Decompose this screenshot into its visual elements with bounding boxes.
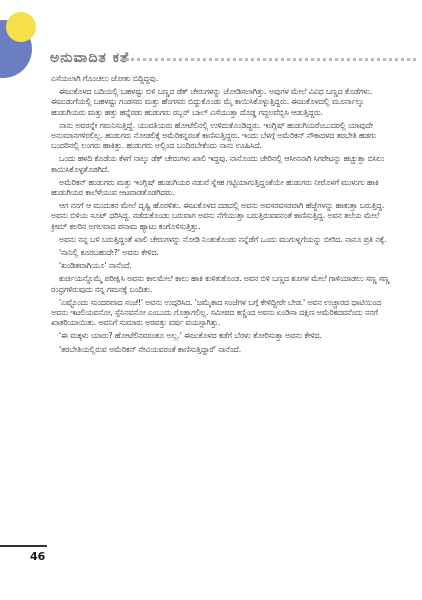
- paragraph: ಕುರ್ಚಿಯನ್ನೊಮ್ಮೆ ಪರೀಕ್ಷಿಸಿ ಅವನು ಕಾಲಮೇಲೆ ಕಾಲು ಹಾಕಿ ಕುಳಿತುಕೊಂಡ. ಅವನ ಬಿಳಿ ಬಣ್ಣದ ಶೂಗಳ ಮೇಲೆ ಗಾಳಿಯಾಡಲು ಸಣ್ಣ ಸಣ್ಣ ರಂಧ್ರಗಳಿರುವುದು ನನ್ನ ಗಮನಕ್ಕೆ ಬಂದಿತು.: [51, 274, 390, 294]
- paragraph: ಒಂದು ಹಳದಿ ಕೊಡೆಯ ಕೆಳಗೆ ನಾಲ್ಕು ಡೆಕ್ ಚೇರುಗಳು ಖಾಲಿ ಇದ್ದವು. ನಾನೊಂದು ಚೇರಿನಲ್ಲಿ ಆಸೀನನಾಗಿ ಸಿಗರೇಟನ್ನು ಹಚ್ಚುತ್ತಾ ಬಿಸಿಲು ಕಾಯಿಸಿಕೊಳ್ಳತೊಡಗಿದೆ.: [51, 154, 385, 174]
- decorative-yellow-circle: [6, 12, 36, 42]
- dialogue-line: 'ತರಬೇತಿಯಲ್ಲಿರುವ ಅಮೆರಿಕನ್ ನೇವಿಯವರಂತೆ ಕಾಣಿಸುತ್ತಿದ್ದಾರೆ' ನಾನೆಂದೆ.: [59, 344, 241, 354]
- paragraph: 'ಎಷ್ಟೊಂದು ಸುಂದರವಾದ ಸಂಜೆ!' ಅವನು ಉದ್ಗರಿಸಿದ. 'ಜಮೈಕಾದ ಸಂಜೆಗಳ ಬಗ್ಗೆ ಕೇಳಿದ್ದೀರೇ ಬೇಡ.' ಅವನ ಉಚ್ಚಾರದ ಧಾಟಿಯಿಂದ ಅವನು ಇಟಲಿಯವನೋ, ಸ್ಪೆನಿನವನೋ ಎಂಬುದು ಗೊತ್ತಾಗಲಿಲ್ಲ. ಸಮೀಪದ ಕಣ್ಣಿಂದ ಅವನು ಏಂಡಿಸಾ ದಕ್ಷಿಣ ಅಮೆರಿಕದವನೆಂದು ನನಗೆ ಖಾತರಿಯಾಯಿತು. ಅವನಿಗೆ ಸುಮಾರು ಅರವತ್ತು ವರ್ಷ ವಯಸ್ಸಾಗಿತ್ತು.: [51, 297, 382, 328]
- page-number-bar: [0, 545, 47, 547]
- paragraph: ಆಗ ನನಗೆ ಆ ಮುದುಕನ ಮೇಲೆ ದೃಷ್ಟಿ ಹೊರಳಿತು. ಈಜುಕೊಳದ ದಡದಲ್ಲಿ ಅವನು ಅವಸರವಸರವಾಗಿ ಹೆಜ್ಜೆಗಳನ್ನು ಹಾಕುತ್ತಾ ಬರುತ್ತಿದ್ದ. ಅವನು ಬಿಳಿಯ ಸೂಟ್ ಧರಿಸಿದ್ದ. ನಡೆದುಕೊಂಡು ಬರುವಾಗ ಅವನು ನೆಗೆಯುತ್ತಾ ಬರುತ್ತಿರುವವನಂತೆ ಕಾಣಿಸುತ್ತಿದ್ದ. ಅವನ ತಲೆಯ ಮೇಲೆ ಕ್ರೀಮ್ ಕಲರಿನ ಅಗಲವಾದ ಪನಾಮ ಹ್ಯಾಟು ಕಂಗೊಳಿಸುತ್ತಿತ್ತು.: [51, 201, 385, 231]
- paragraph: ಎಸೆಯಲಾಗಿ ಗೊಂಚಲು ಜೋತು ಬಿದ್ದಿದ್ದವು.: [51, 74, 159, 83]
- story-body: [51, 74, 391, 358]
- header-dotted-rule: [126, 58, 416, 61]
- paragraph: ನಾನು ಅವರನ್ನೇ ಗಮನಿಸುತ್ತಿದ್ದೆ. ಯುವತಿಯರು ಹೋಟೆಲಿನಲ್ಲಿ ಉಳಿದುಕೊಂಡಿದ್ದರು. ಇಂಗ್ಲಿಷ್ ಹುಡುಗಿಯರೆಂಬುದರಲ್ಲಿ ಯಾವುದೇ ಅನುಮಾನಗಳಿರಲಿಲ್ಲ. ಹುಡುಗರು ನೋಡಲಿಕ್ಕೆ ಅಮೆರಿಕನ್ನರಂತೆ ಕಾಣಿಸುತ್ತಿದ್ದರು. ಇಂದು ಬೆಳಗ್ಗೆ ಅಮೆರಿಕನ್ ನೌಕಾದಳದ ತರಬೇತಿ ಹಡಗು ಬಂದರಿನಲ್ಲಿ ಲಂಗರು ಹಾಕಿತ್ತು. ಹುಡುಗರು ಅಲ್ಲಿಂದ ಬಂದಿರಬೇಕೆಂದು ನಾನು ಊಹಿಸಿದೆ.: [51, 120, 376, 151]
- paragraph: ಅಮೆರಿಕನ್ ಹುಡುಗರು ಮತ್ತು ಇಂಗ್ಲಿಷ್ ಹುಡುಗಿಯರ ನಡುವೆ ಸ್ನೇಹ ಗಟ್ಟಿಯಾಗುತ್ತಿದ್ದಂತೆಯೇ ಹುಡುಗರು ನೀರೊಳಗೆ ಮುಳುಗು ಹಾಕಿ ಹುಡುಗಿಯರ ಕಾಲೆಳೆಯುವ ಆಟವಾಡತೊಡಗಿದರು.: [51, 177, 379, 198]
- section-title: ಅನುವಾದಿತ ಕತೆ: [50, 50, 130, 66]
- dialogue-line: 'ಖಂಡಿತವಾಗಿಯೂ' ನಾನೆಂದೆ.: [59, 261, 132, 271]
- page-number: 46: [30, 550, 46, 563]
- dialogue-line: 'ನಾನಿಲ್ಲಿ ಕೂರಬಹುದೇ?' ಅವನು ಕೇಳಿದ.: [59, 248, 159, 258]
- paragraph: ಅವನು ನನ್ನ ಬಳಿ ಬರುತ್ತಿದ್ದಂತೆ ಖಾಲಿ ಚೇರುಗಳನ್ನು ನೋಡಿ ನಿಂತುಕೊಂಡು ನನ್ನೆಡೆಗೆ ಒಂದು ಮುಗುಳ್ನಗೆಯನ್ನು ಬೀರಿದ. ನಾನೂ ಪ್ರತಿ ನಕ್ಕೆ.: [59, 234, 387, 244]
- paragraph: 'ಈ ಮಕ್ಕಳು ಯಾರು? ಹೋಟೆಲಿನವರಂತೂ ಅಲ್ಲ.' ಈಜುಕೊಳದ ಕಡೆಗೆ ಬೆರಳು ತೋರಿಸುತ್ತಾ ಅವನು ಕೇಳಿದ.: [59, 331, 322, 341]
- paragraph: ಈಜುಕೊಳದ ಬದಿಯಲ್ಲಿ ಬಹಳಷ್ಟು ಬಿಳಿ ಬಣ್ಣದ ಡೆಕ್ ಚೇರುಗಳನ್ನು ಜೋಡಿಸಲಾಗಿತ್ತು. ಅವುಗಳ ಮೇಲೆ ವಿವಿಧ ಬಣ್ಣದ ಕೊಡೆಗಳು. ಈಜುಡುಗೆಯಲ್ಲಿ ಬಹಳಷ್ಟು ಗಂಡಸರು ಮತ್ತು ಹೆಂಗಸರು ಬಿದ್ದುಕೊಂಡು ಮೈ ಕಾಯಿಸಿಕೊಳ್ಳುತ್ತಿದ್ದರು. ಈಜುಕೊಳದಲ್ಲಿ ಮೂರ್ನಾಲ್ಕು ಹುಡುಗಿಯರು ಮತ್ತು ಹತ್ತು ಹನ್ನೆರಡು ಹುಡುಗರು ರಬ್ಬರ್ ಬಾಲ್ ಎಸೆಯುತ್ತಾ ದೊಡ್ಡ ಗದ್ದಲವೆಬ್ಬಿಸಿ ಆಡುತ್ತಿದ್ದರು.: [51, 87, 373, 117]
